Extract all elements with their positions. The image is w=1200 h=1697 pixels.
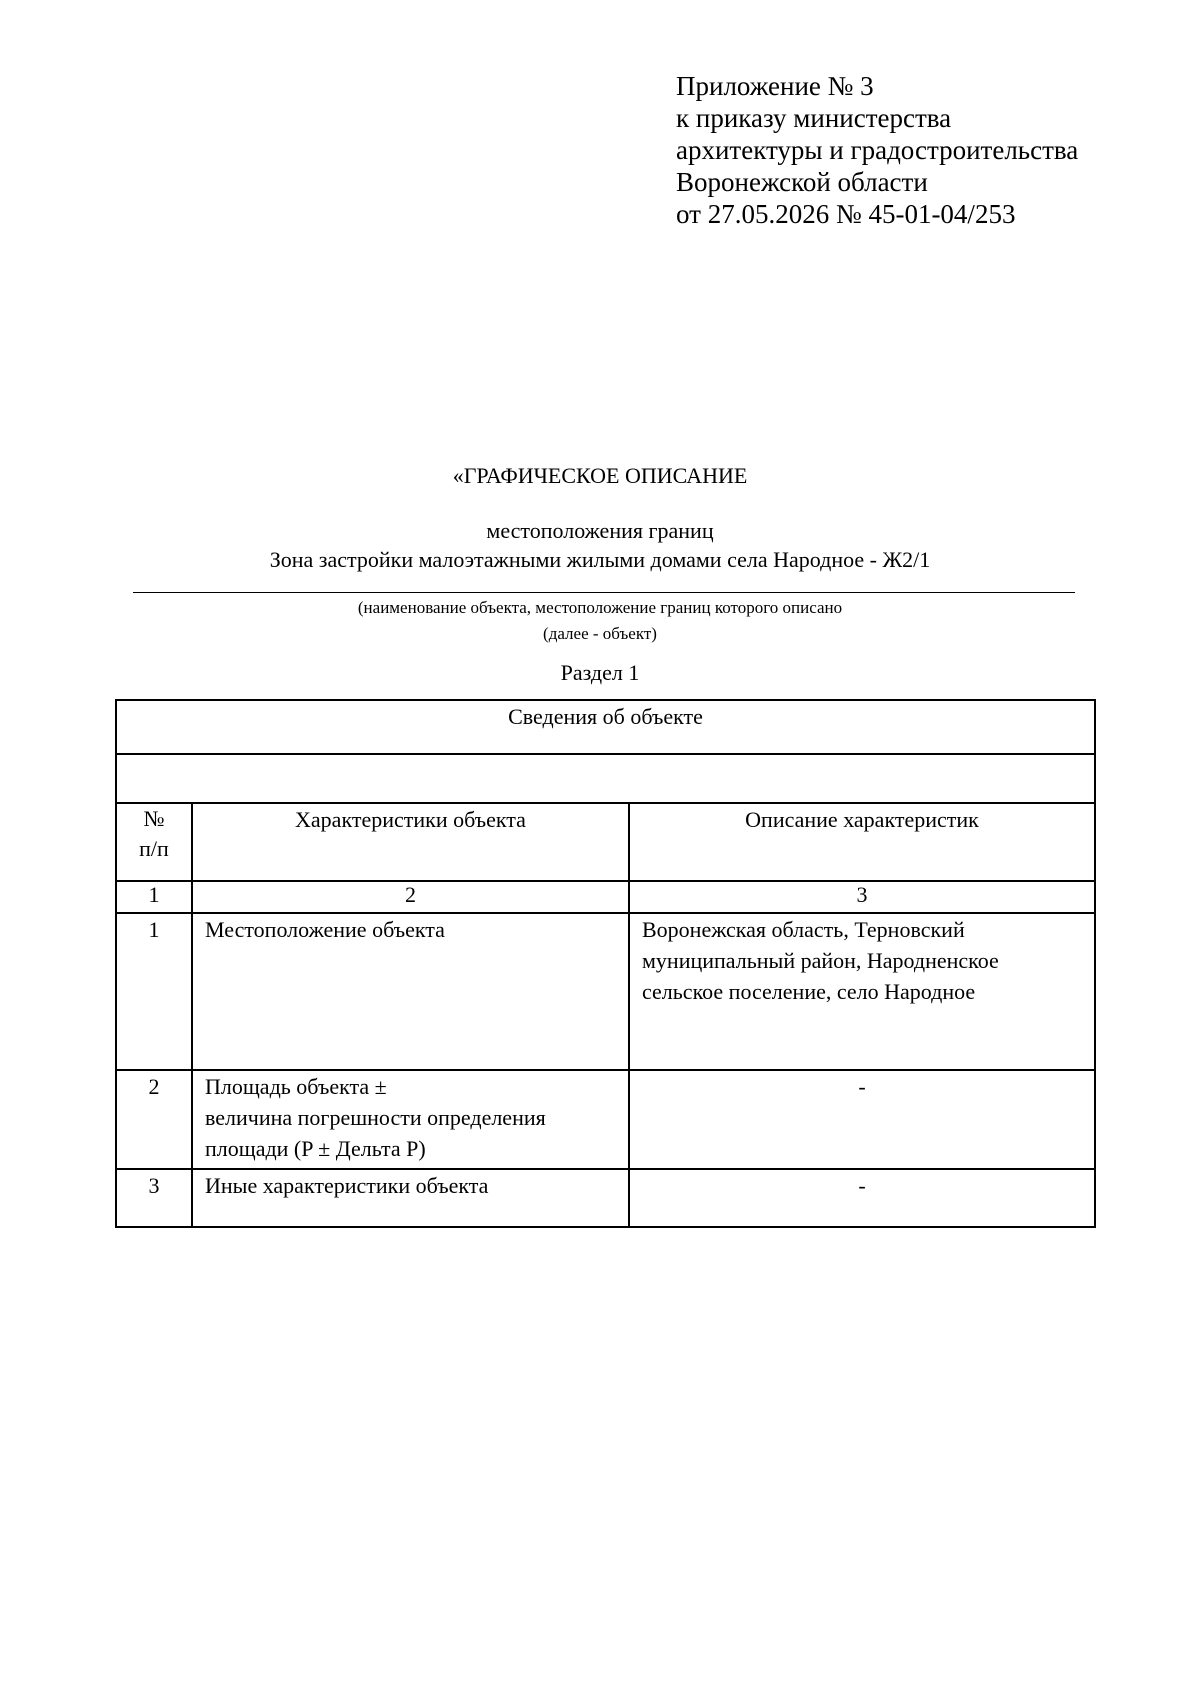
object-name: Зона застройки малоэтажными жилыми домами села Народное - Ж2/1 <box>269 547 931 572</box>
table-caption: Сведения об объекте <box>116 700 1095 754</box>
header-number <box>116 803 192 881</box>
section-heading: Раздел 1 <box>560 660 640 685</box>
object-name-note <box>0 595 1200 647</box>
column-number-row <box>116 881 1095 913</box>
note-line: (наименование объекта, местоположение границ которого описано <box>357 598 843 617</box>
row-description <box>629 1070 1095 1169</box>
header-number-line: № <box>143 806 165 831</box>
column-number: 2 <box>192 881 629 913</box>
table-row <box>116 1169 1095 1227</box>
characteristic-line: величина погрешности определения <box>205 1105 546 1130</box>
row-description <box>629 913 1095 1070</box>
column-number: 3 <box>629 881 1095 913</box>
table-caption-row <box>116 700 1095 754</box>
table-row <box>116 913 1095 1070</box>
header-number-line: п/п <box>139 836 169 861</box>
row-characteristic <box>192 1070 629 1169</box>
characteristic-line: Площадь объекта ± <box>205 1074 387 1099</box>
description-line: сельское поселение, село Народное <box>642 979 976 1004</box>
document-subtitle <box>0 516 1200 574</box>
appendix-line: Приложение № 3 <box>676 71 874 101</box>
table-empty-cell <box>116 754 1095 803</box>
row-number: 1 <box>116 913 192 1070</box>
subtitle-line: местоположения границ <box>486 518 714 543</box>
description-line: - <box>858 1074 866 1099</box>
row-characteristic <box>192 1169 629 1227</box>
table-row <box>116 1070 1095 1169</box>
description-line: - <box>858 1173 866 1198</box>
object-info-table <box>115 699 1096 1228</box>
column-number: 1 <box>116 881 192 913</box>
note-line: (далее - объект) <box>543 624 657 643</box>
object-name-underline <box>133 592 1075 593</box>
characteristic-line: Иные характеристики объекта <box>205 1173 489 1198</box>
appendix-line: Воронежской области <box>676 167 928 197</box>
row-number: 3 <box>116 1169 192 1227</box>
header-description: Описание характеристик <box>629 803 1095 881</box>
row-characteristic <box>192 913 629 1070</box>
appendix-line: к приказу министерства <box>676 103 952 133</box>
appendix-line: от 27.05.2026 № 45-01-04/253 <box>676 199 1016 229</box>
characteristic-line: Местоположение объекта <box>205 917 445 942</box>
row-number: 2 <box>116 1070 192 1169</box>
appendix-block <box>676 70 1078 230</box>
description-line: муниципальный район, Народненское <box>642 948 999 973</box>
description-line: Воронежская область, Терновский <box>642 917 965 942</box>
characteristic-line: площади (P ± Дельта P) <box>205 1136 426 1161</box>
header-characteristic: Характеристики объекта <box>192 803 629 881</box>
document-title: «ГРАФИЧЕСКОЕ ОПИСАНИЕ <box>452 463 748 488</box>
row-description <box>629 1169 1095 1227</box>
table-header-row <box>116 803 1095 881</box>
appendix-line: архитектуры и градостроительства <box>676 135 1079 165</box>
table-empty-row <box>116 754 1095 803</box>
